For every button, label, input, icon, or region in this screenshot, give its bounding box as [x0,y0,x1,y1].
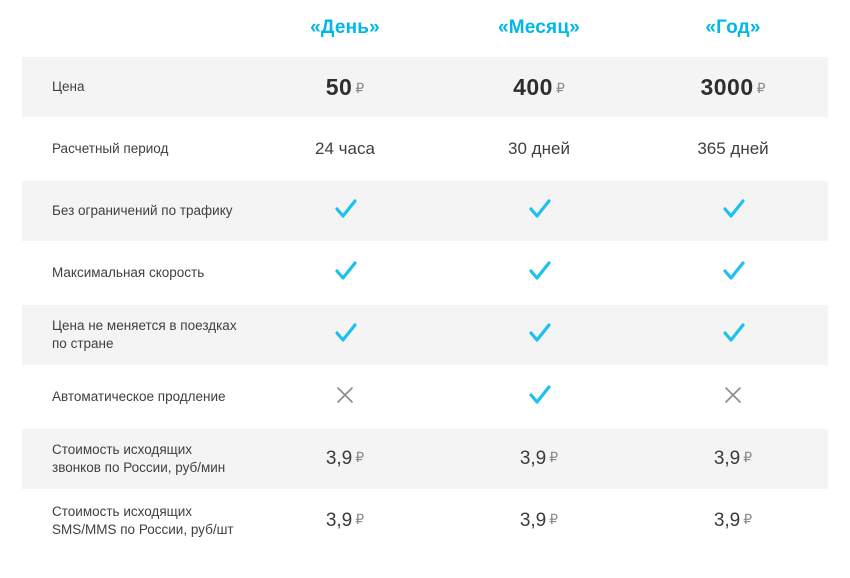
price-cell [442,74,636,101]
plan-column-month [442,17,636,39]
table-header-row [0,0,850,56]
check-icon [529,199,549,219]
rate-amount: 3,9 [713,510,741,531]
feature-cell-included [248,323,442,348]
plan-title-year: «Год» [705,17,761,38]
feature-cell-excluded [248,386,442,409]
feature-cell-included [442,199,636,224]
currency-symbol: ₽ [743,511,753,527]
currency-symbol: ₽ [743,449,753,465]
row-label: Автоматическое продление [52,388,226,404]
currency-symbol: ₽ [756,79,766,96]
check-icon [529,261,549,281]
row-label: Без ограничений по трафику [52,202,233,218]
rate-amount: 3,9 [325,448,353,469]
row-label: Стоимость исходящих SMS/MMS по России, руб/шт [52,503,234,537]
check-icon [335,261,355,281]
check-icon [723,261,743,281]
text-cell [248,139,442,159]
row-label: Стоимость исходящих звонков по России, руб/мин [52,441,226,475]
feature-cell-included [636,199,830,224]
table-row [22,57,828,117]
feature-cell-included [636,323,830,348]
check-icon [723,323,743,343]
text-cell [636,139,830,159]
rate-cell [248,448,442,470]
currency-symbol: ₽ [355,449,365,465]
check-icon [335,199,355,219]
check-icon [529,323,549,343]
rate-cell [636,510,830,532]
currency-symbol: ₽ [555,79,565,96]
row-label: Максимальная скорость [52,264,205,280]
text-cell [442,139,636,159]
plan-column-year [636,17,830,39]
currency-symbol: ₽ [549,449,559,465]
price-amount: 3000 [700,73,754,100]
feature-cell-included [442,323,636,348]
feature-cell-included [442,261,636,286]
table-row [22,181,828,241]
rate-cell [442,448,636,470]
check-icon [335,323,355,343]
rate-cell [442,510,636,532]
check-icon [529,385,549,405]
cell-text: 365 дней [697,139,769,158]
price-cell [248,74,442,101]
row-label: Расчетный период [52,140,169,156]
table-row [22,119,828,179]
table-body [22,56,828,551]
rate-amount: 3,9 [713,448,741,469]
price-amount: 50 [325,73,353,100]
feature-cell-included [248,261,442,286]
row-label: Цена [52,78,85,94]
close-icon [724,386,742,404]
price-amount: 400 [513,73,553,100]
rate-cell [248,510,442,532]
rate-cell [636,448,830,470]
plan-title-month: «Месяц» [497,17,580,38]
currency-symbol: ₽ [355,511,365,527]
feature-cell-included [442,385,636,410]
check-icon [723,199,743,219]
currency-symbol: ₽ [549,511,559,527]
close-icon [336,386,354,404]
row-label: Цена не меняется в поездках по стране [52,317,237,351]
table-row [22,429,828,489]
feature-cell-included [248,199,442,224]
currency-symbol: ₽ [355,79,365,96]
table-row [22,305,828,365]
rate-amount: 3,9 [325,510,353,531]
plan-column-day [248,17,442,39]
cell-text: 30 дней [508,139,570,158]
table-row [22,367,828,427]
price-cell [636,74,830,101]
rate-amount: 3,9 [519,510,547,531]
table-row [22,491,828,551]
feature-cell-included [636,261,830,286]
rate-amount: 3,9 [519,448,547,469]
plan-title-day: «День» [310,17,380,38]
table-row [22,243,828,303]
feature-cell-excluded [636,386,830,409]
cell-text: 24 часа [315,139,375,158]
